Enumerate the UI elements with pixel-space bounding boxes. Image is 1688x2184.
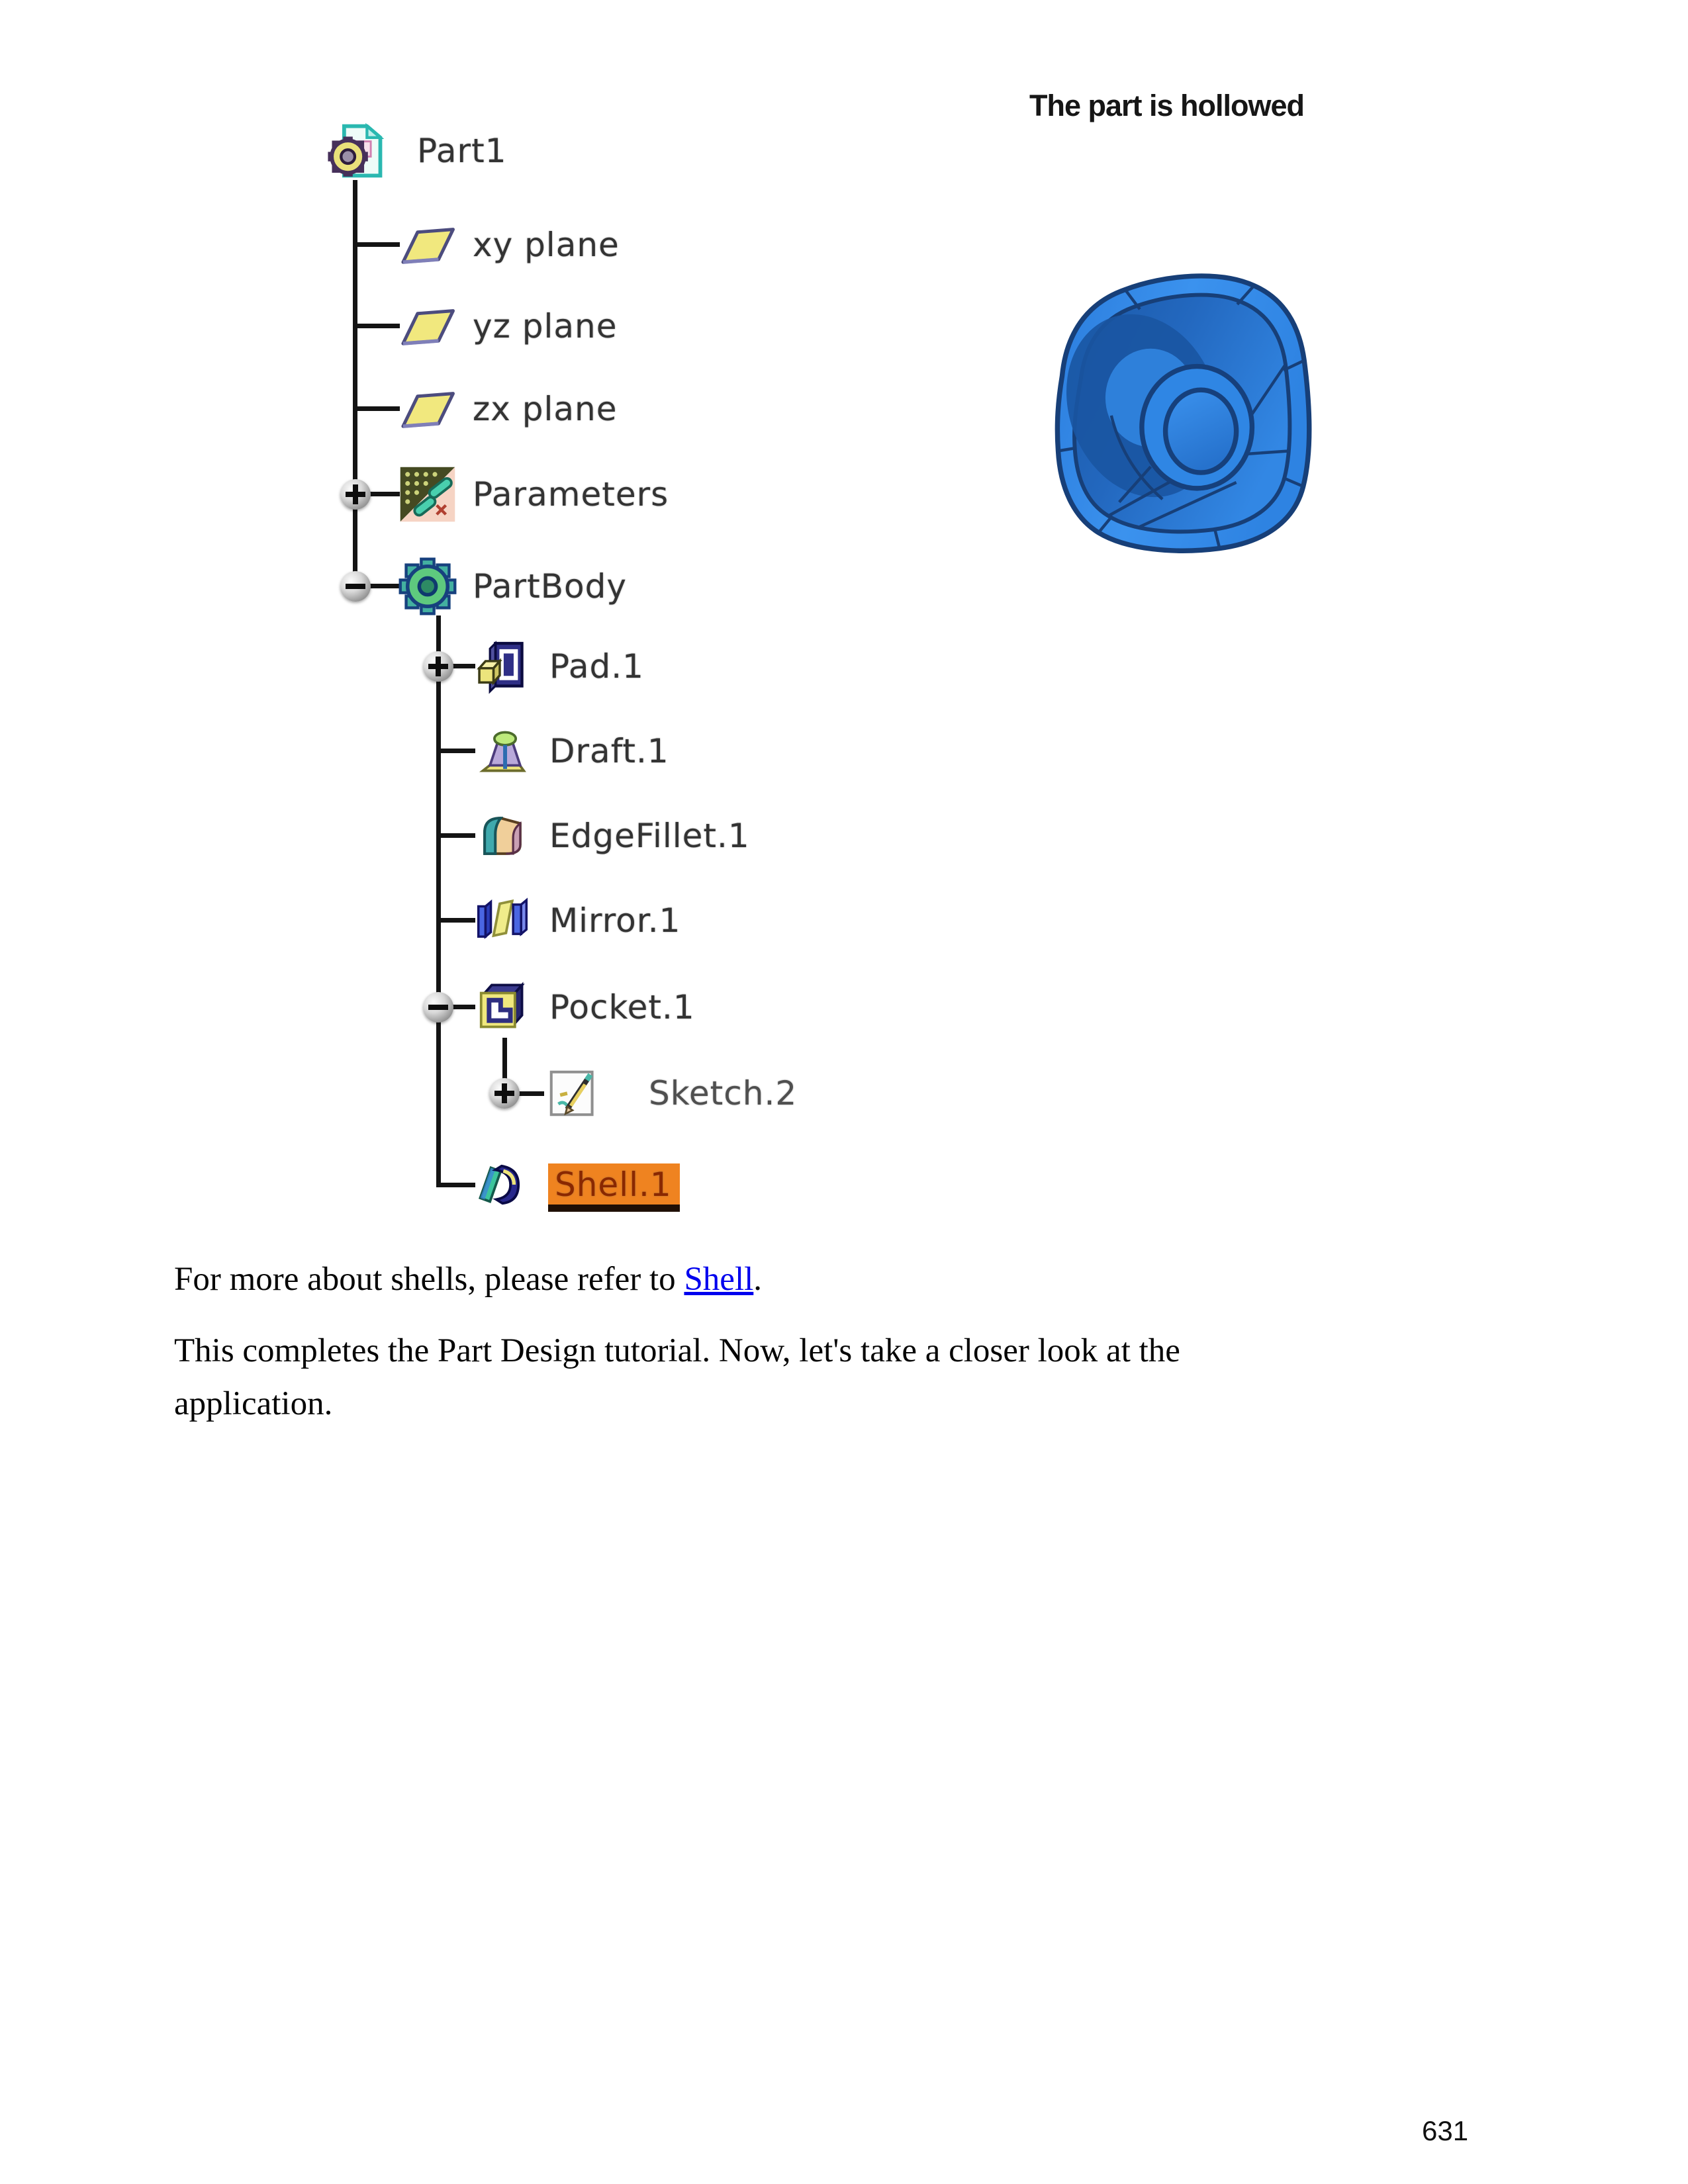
- plane-icon[interactable]: [399, 297, 457, 355]
- tree-item-mirror1[interactable]: Mirror.1: [549, 901, 681, 940]
- tree-trunk-partbody: [436, 615, 441, 1187]
- paragraph-line: This completes the Part Design tutorial. Now, let's take a closer look at the: [174, 1332, 1180, 1369]
- selected-item-highlight[interactable]: Shell.1: [548, 1163, 680, 1212]
- pocket-icon[interactable]: [474, 979, 531, 1036]
- figure-caption: The part is hollowed: [1029, 89, 1305, 122]
- tree-item-parameters[interactable]: Parameters: [473, 475, 669, 514]
- plane-icon[interactable]: [399, 380, 457, 438]
- plane-icon[interactable]: [399, 216, 457, 274]
- expander-plus-sketch2[interactable]: [489, 1078, 520, 1109]
- tree-trunk-root: [353, 180, 357, 589]
- paragraph-shell-reference: [174, 1253, 762, 1306]
- tree-item-pad1[interactable]: Pad.1: [549, 647, 644, 686]
- edgefillet-icon[interactable]: [474, 807, 531, 864]
- mirror-icon[interactable]: [474, 892, 531, 949]
- tree-branch: [355, 324, 400, 328]
- tree-branch: [438, 918, 475, 923]
- part-icon[interactable]: [327, 120, 388, 181]
- shell-link[interactable]: Shell: [684, 1261, 754, 1298]
- paragraph-tutorial-complete: [174, 1324, 1180, 1430]
- tree-branch: [438, 749, 475, 753]
- parameters-icon[interactable]: [399, 465, 457, 523]
- expander-plus-parameters[interactable]: [340, 479, 371, 510]
- pad-icon[interactable]: [474, 638, 531, 695]
- paragraph-text: For more about shells, please refer to: [174, 1261, 684, 1298]
- tree-item-partbody[interactable]: PartBody: [473, 567, 627, 606]
- shell-icon[interactable]: [474, 1156, 531, 1213]
- tree-item-zx-plane[interactable]: zx plane: [473, 390, 618, 428]
- tree-branch: [438, 1183, 475, 1187]
- tree-item-sketch2[interactable]: Sketch.2: [649, 1074, 798, 1113]
- partbody-icon[interactable]: [399, 557, 457, 615]
- expander-minus-partbody[interactable]: [340, 571, 371, 602]
- tree-branch: [355, 406, 400, 411]
- tree-item-pocket1[interactable]: Pocket.1: [549, 988, 695, 1026]
- tree-item-shell1-selected[interactable]: [548, 1162, 680, 1207]
- tree-item-part1[interactable]: Part1: [417, 132, 507, 170]
- tree-branch: [438, 833, 475, 838]
- tree-item-edgefillet1[interactable]: EdgeFillet.1: [549, 817, 750, 855]
- tree-item-yz-plane[interactable]: yz plane: [473, 307, 618, 345]
- sketch-icon[interactable]: [544, 1065, 601, 1122]
- page-number: 631: [1422, 2115, 1469, 2146]
- tree-item-xy-plane[interactable]: xy plane: [473, 226, 620, 264]
- draft-icon[interactable]: [474, 723, 531, 780]
- paragraph-text: .: [753, 1261, 763, 1298]
- expander-plus-pad1[interactable]: [423, 651, 453, 682]
- tree-branch: [355, 242, 400, 247]
- paragraph-line: application.: [174, 1385, 333, 1422]
- tree-item-draft1[interactable]: Draft.1: [549, 732, 669, 770]
- hollowed-part-image: [1025, 258, 1320, 553]
- expander-minus-pocket1[interactable]: [423, 992, 453, 1023]
